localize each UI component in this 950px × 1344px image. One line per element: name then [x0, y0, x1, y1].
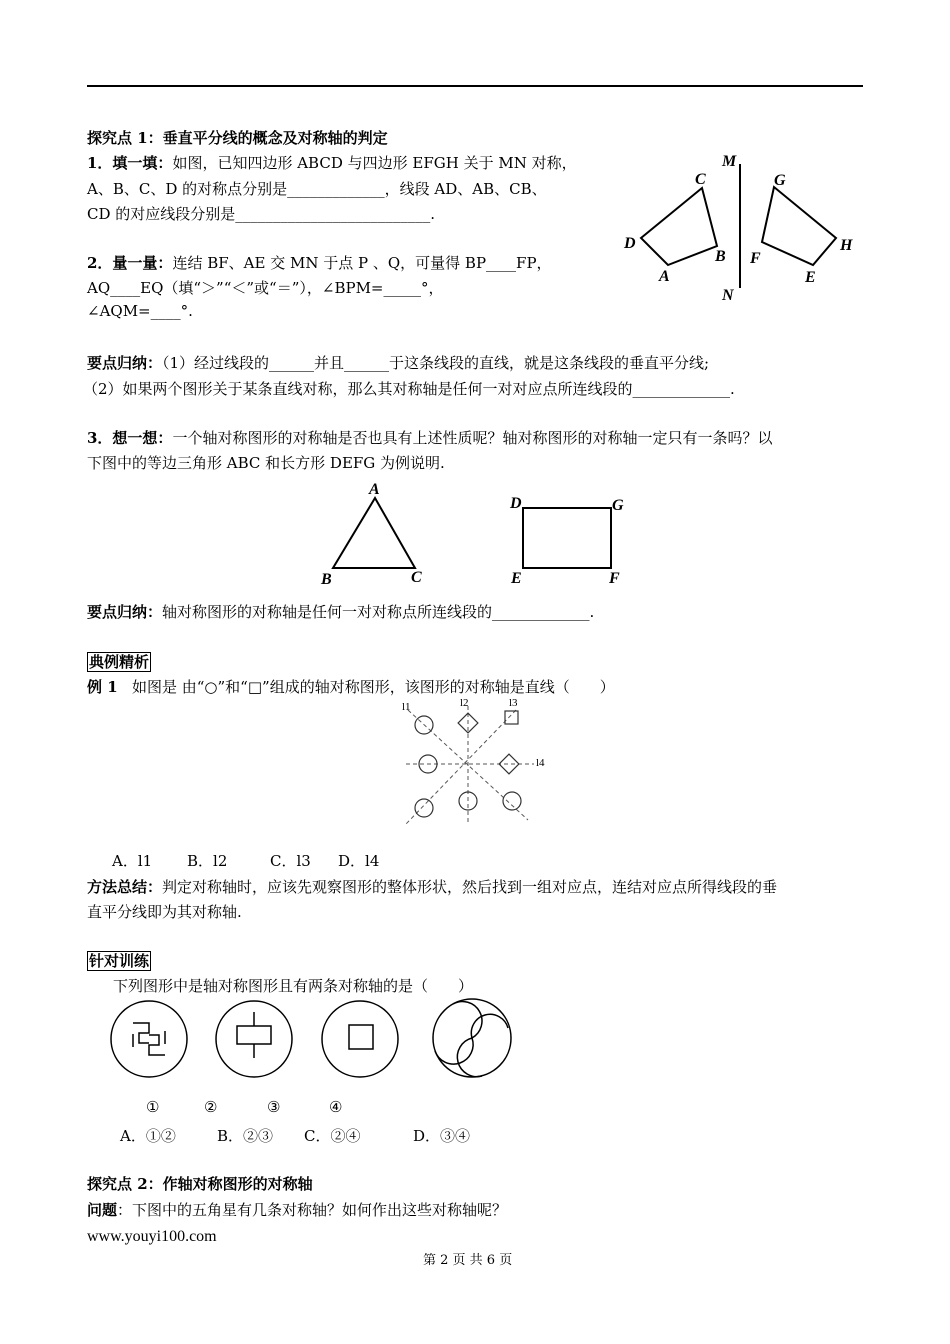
fig1-circle	[111, 1001, 187, 1077]
label-e: E	[805, 269, 816, 286]
example-heading-box: 典例精析	[89, 653, 150, 671]
q3-line2: 下图中的等边三角形 ABC 和长方形 DEFG 为例说明.	[87, 454, 445, 472]
q2-label: 2．量一量：	[87, 254, 173, 272]
section1-title: 探究点 1：垂直平分线的概念及对称轴的判定	[87, 129, 388, 147]
axis-l3-label: l3	[509, 698, 518, 709]
fig4-arc-4	[435, 1038, 473, 1064]
fig1-pattern-b	[149, 1035, 165, 1055]
fig1-pattern-a	[133, 1023, 149, 1043]
training-option-d[interactable]: D．③④	[413, 1127, 471, 1145]
label-h: H	[840, 237, 853, 254]
fig-label-2: ②	[204, 1098, 218, 1116]
q2-line1	[87, 252, 552, 273]
tri-label-b: B	[321, 571, 332, 588]
square-top-right	[505, 711, 518, 724]
q2-line3: ∠AQM=____°.	[87, 302, 193, 320]
method-text1: 判定对称轴时，应该先观察图形的整体形状，然后找到一组对应点，连结对应点所得线段的垂	[162, 878, 778, 896]
footer-page-number: 第 2 页 共 6 页	[423, 1253, 513, 1268]
fig3-square	[349, 1025, 373, 1049]
rect-label-f: F	[609, 570, 620, 587]
key2-label: 要点归纳：	[87, 603, 163, 621]
header-rule	[87, 85, 863, 87]
training-option-b[interactable]: B．②③	[217, 1127, 274, 1145]
rect-label-g: G	[612, 497, 624, 514]
example-symmetry-figure	[398, 698, 558, 830]
key1-line1	[87, 352, 709, 373]
axis-l2-label: l2	[460, 698, 469, 709]
q3-line1	[87, 427, 772, 448]
axis-l1-label: l1	[402, 701, 411, 713]
q1-line2: A、B、C、D 的对称点分别是_____________，线段 AD、AB、CB、	[87, 180, 547, 198]
axis-l4-label: l4	[536, 757, 545, 769]
example-option-a[interactable]: A．l1	[112, 852, 153, 870]
fig-label-4: ④	[329, 1098, 343, 1116]
key1-text1: （1）经过线段的______并且______于这条线段的直线，就是这条线段的垂直平分线;	[162, 354, 710, 372]
section2-problem	[87, 1199, 507, 1220]
section2-title: 探究点 2：作轴对称图形的对称轴	[87, 1175, 313, 1193]
q1-line3: CD 的对应线段分别是__________________________.	[87, 205, 436, 223]
rect-label-e: E	[511, 570, 522, 587]
label-m: M	[722, 153, 737, 170]
training-question: 下列图形中是轴对称图形且有两条对称轴的是（ ）	[113, 977, 474, 995]
example-option-c[interactable]: C．l3	[270, 852, 311, 870]
key2-line	[87, 601, 594, 622]
fig2-rectangle	[237, 1026, 271, 1044]
q3-label: 3．想一想：	[87, 429, 173, 447]
rect-label-d: D	[510, 495, 522, 512]
example-option-b[interactable]: B．l2	[187, 852, 228, 870]
label-f: F	[750, 250, 761, 267]
q1-line1	[87, 152, 577, 173]
key1-line2: （2）如果两个图形关于某条直线对称，那么其对称轴是任何一对对应点所连线段的_____________.	[83, 380, 735, 398]
key1-label: 要点归纳：	[87, 354, 163, 372]
tri-label-c: C	[411, 569, 422, 586]
example-heading	[87, 651, 151, 672]
q2-text1: 连结 BF、AE 交 MN 于点 P 、Q，可量得 BP____FP，	[172, 254, 552, 272]
problem-label: 问题	[87, 1201, 118, 1219]
example-label: 例 1	[87, 678, 118, 696]
square-middle-right	[499, 754, 519, 774]
training-option-a[interactable]: A．①②	[120, 1127, 176, 1145]
q1-label: 1．填一填：	[87, 154, 173, 172]
label-g: G	[774, 172, 786, 189]
q3-text1: 一个轴对称图形的对称轴是否也具有上述性质呢？轴对称图形的对称轴一定只有一条吗？以	[172, 429, 773, 447]
label-n: N	[722, 287, 734, 304]
method-line2: 直平分线即为其对称轴.	[87, 903, 242, 921]
fig3-circle	[322, 1001, 398, 1077]
footer-website: www.youyi100.com	[87, 1228, 217, 1245]
circle-bottom-right	[503, 792, 521, 810]
example-question: 如图是 由“○”和“□”组成的轴对称图形，该图形的对称轴是直线（ ）	[131, 678, 615, 696]
method-label: 方法总结：	[87, 878, 163, 896]
triangle-rectangle-figure	[315, 478, 645, 590]
fig4-arc-3	[457, 1038, 482, 1077]
label-c: C	[695, 171, 706, 188]
training-figures	[105, 998, 525, 1083]
fig-label-3: ③	[267, 1098, 281, 1116]
quadrilateral-symmetry-figure	[615, 148, 865, 308]
method-line1	[87, 876, 777, 897]
q1-text1: 如图，已知四边形 ABCD 与四边形 EFGH 关于 MN 对称，	[172, 154, 577, 172]
circle-bottom-left	[415, 799, 433, 817]
training-option-c[interactable]: C．②④	[304, 1127, 361, 1145]
rectangle-defg	[523, 508, 611, 568]
quad-efgh	[762, 187, 836, 265]
fig-label-1: ①	[146, 1098, 160, 1116]
label-a: A	[659, 268, 670, 285]
problem-text: ：下图中的五角星有几条对称轴？如何作出这些对称轴呢？	[117, 1201, 508, 1219]
tri-label-a: A	[369, 481, 380, 498]
training-heading	[87, 950, 151, 971]
example-question-line	[87, 676, 615, 697]
q2-line2: AQ____EQ（填“＞”“＜”或“＝”），∠BPM=_____°，	[87, 279, 444, 297]
label-b: B	[715, 248, 726, 265]
label-d: D	[624, 235, 636, 252]
quad-abcd	[641, 188, 717, 265]
key2-text: 轴对称图形的对称轴是任何一对对称点所连线段的_____________.	[162, 603, 595, 621]
training-heading-box: 针对训练	[89, 952, 150, 970]
triangle-abc	[333, 498, 415, 568]
example-option-d[interactable]: D．l4	[338, 852, 380, 870]
